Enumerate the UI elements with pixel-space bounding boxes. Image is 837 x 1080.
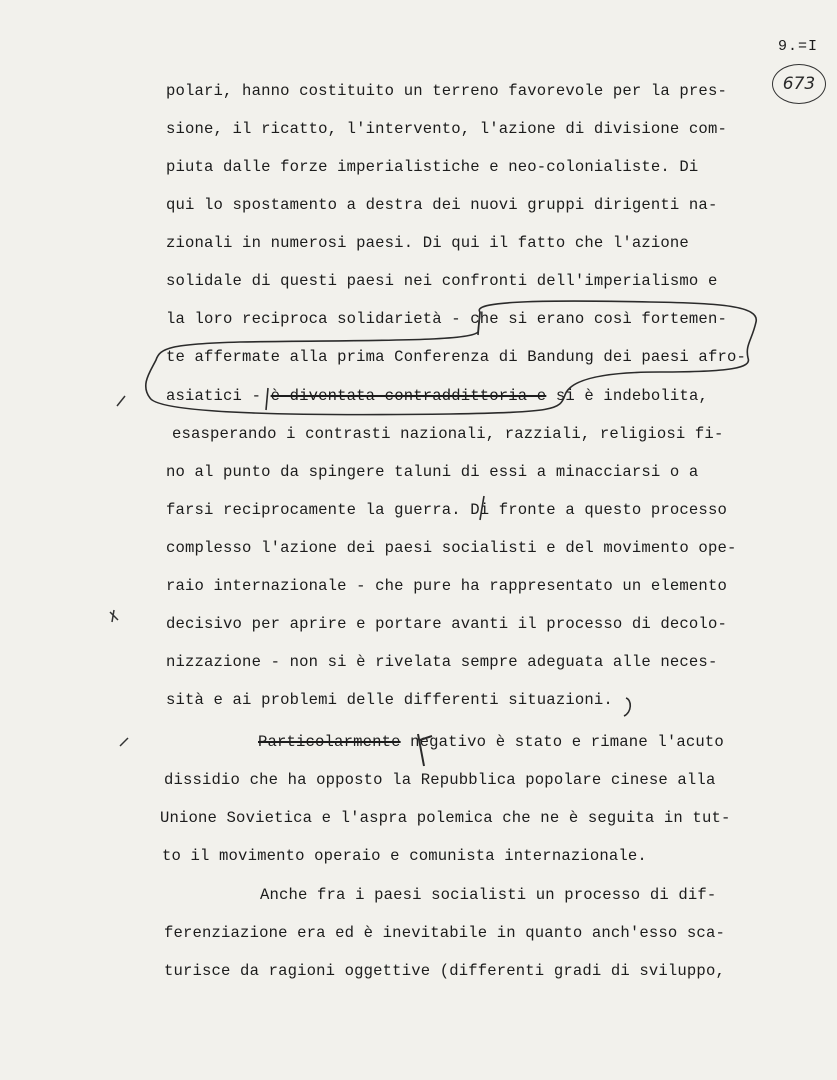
struck-text: Particolarmente [258, 733, 401, 751]
text-segment: polari, hanno costituito un terreno favorevole per la pres- [166, 82, 727, 100]
text-line [166, 615, 727, 633]
text-segment: qui lo spostamento a destra dei nuovi gruppi dirigenti na- [166, 196, 718, 214]
text-line [166, 272, 717, 290]
archive-number-stamp: 673 [772, 64, 826, 104]
text-segment: la loro reciproca solidarietà - [166, 310, 471, 328]
text-line [164, 924, 725, 942]
text-line [164, 962, 725, 980]
struck-text: è diventata contraddittoria e [270, 387, 547, 405]
text-segment: farsi reciprocamente la guerra. Di fronte a questo processo [166, 501, 727, 519]
text-segment: decisivo per aprire e portare avanti il processo di decolo- [166, 615, 727, 633]
text-segment: to il movimento operaio e comunista internazionale. [162, 847, 647, 865]
text-line [166, 234, 689, 252]
text-segment: sità e ai problemi delle differenti situazioni. [166, 691, 613, 709]
text-segment: solidale di questi paesi nei confronti dell'imperialismo e [166, 272, 718, 290]
text-line [164, 771, 715, 789]
text-line [172, 425, 723, 443]
text-segment: no al punto da spingere taluni di essi a minacciarsi o a [166, 463, 699, 481]
text-line [162, 847, 647, 865]
text-line [166, 387, 708, 405]
text-segment: esasperando i contrasti nazionali, razziali, religiosi fi- [172, 425, 724, 443]
text-segment: zionali in numerosi paesi. Di qui il fatto che l'azione [166, 234, 689, 252]
text-line [166, 653, 717, 671]
text-line [166, 120, 727, 138]
text-line [166, 463, 698, 481]
text-segment: turisce da ragioni oggettive (differenti gradi di sviluppo, [164, 962, 725, 980]
text-segment: dissidio che ha opposto la Repubblica popolare cinese alla [164, 771, 716, 789]
text-segment: Unione Sovietica e l'aspra polemica che ne è seguita in tut- [160, 809, 731, 827]
text-segment: asiatici - [166, 387, 271, 405]
margin-tick-2 [110, 610, 118, 622]
text-line [166, 501, 727, 519]
text-line [166, 348, 746, 366]
text-line [166, 196, 717, 214]
text-segment: te affermate alla prima Conferenza di Bandung dei paesi afro- [166, 348, 746, 366]
text-segment: complesso l'azione dei paesi socialisti e del movimento ope- [166, 539, 737, 557]
text-segment: ferenziazione era ed è inevitabile in quanto anch'esso sca- [164, 924, 725, 942]
text-line [166, 310, 727, 328]
text-line [160, 809, 730, 827]
text-line [166, 82, 727, 100]
text-line [260, 886, 716, 904]
margin-tick-1 [117, 396, 125, 406]
text-segment: che si erano così fortemen- [470, 310, 727, 328]
text-segment: si è indebolita, [546, 387, 708, 405]
text-line [166, 158, 698, 176]
text-segment: nizzazione - non si è rivelata sempre adeguata alle neces- [166, 653, 718, 671]
text-segment: sione, il ricatto, l'intervento, l'azione di divisione com- [166, 120, 727, 138]
text-line [166, 539, 736, 557]
text-segment: piuta dalle forze imperialistiche e neo-colonialiste. Di [166, 158, 699, 176]
text-segment: raio internazionale - che pure ha rappresentato un elemento [166, 577, 727, 595]
page-number: 9.=I [778, 38, 819, 55]
text-line [166, 577, 727, 595]
margin-tick-3 [120, 738, 128, 746]
text-line [166, 691, 613, 709]
text-segment: Anche fra i paesi socialisti un processo di dif- [260, 886, 717, 904]
closing-bracket [624, 698, 630, 716]
text-line [258, 733, 724, 751]
text-segment: negativo è stato e rimane l'acuto [400, 733, 724, 751]
